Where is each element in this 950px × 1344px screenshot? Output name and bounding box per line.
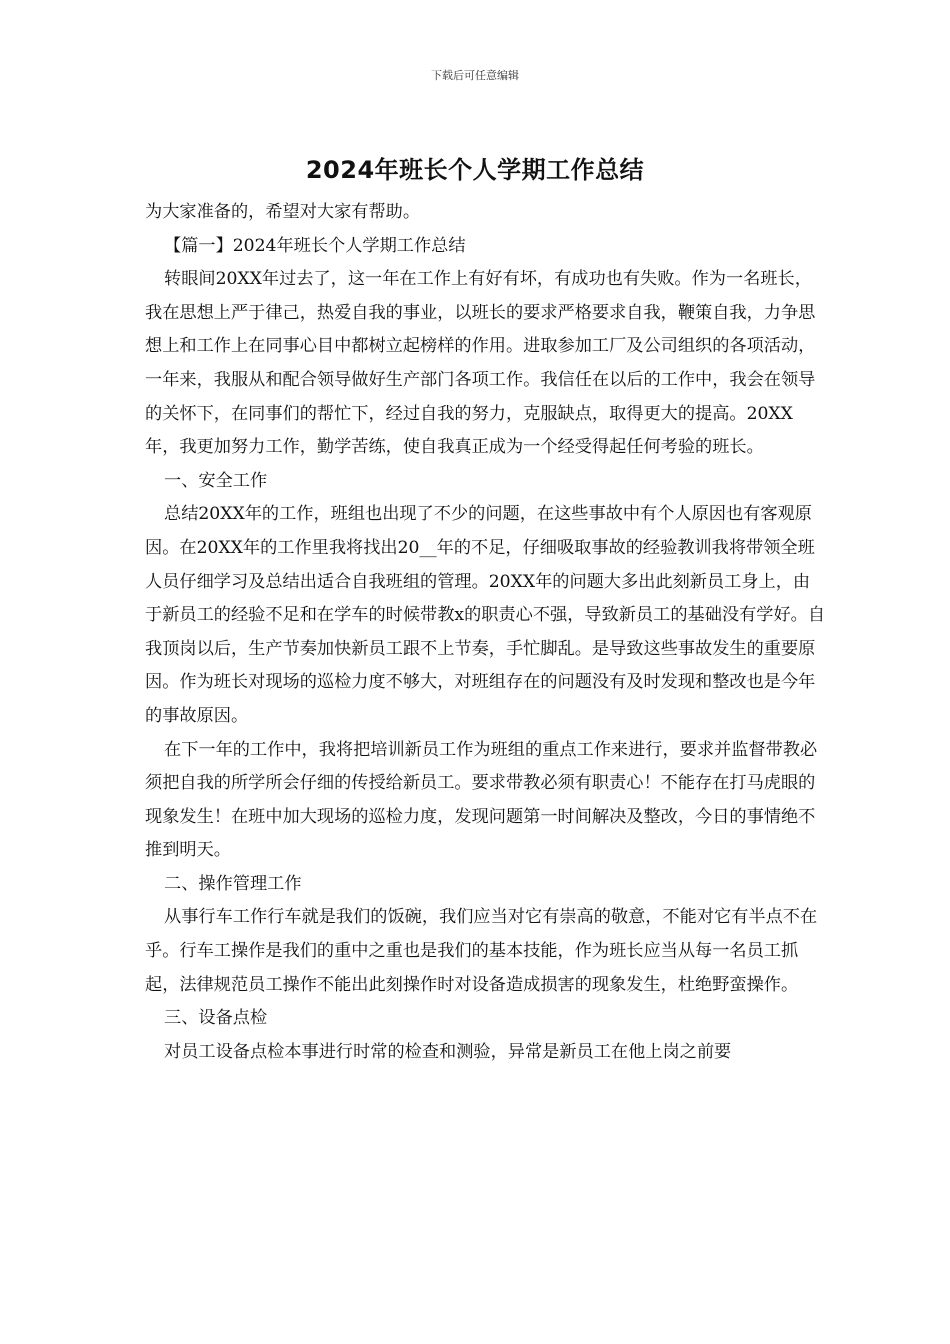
section-heading-safety: 一、安全工作	[164, 470, 268, 491]
page-header-note: 下载后可任意编辑	[431, 69, 519, 82]
section-heading-operation: 二、操作管理工作	[164, 873, 302, 894]
section-heading-part-one: 【篇一】2024年班长个人学期工作总结	[164, 235, 466, 256]
body-paragraph-safety: 总结20XX年的工作，班组也出现了不少的问题，在这些事故中有个人原因也有客观原因。在20XX年的工作里我将找出20__年的不足，仔细吸取事故的经验教训我将带领全班人员仔细学习及总结出适合自我班组的管理。20XX年的问题大多出此刻新员工身上，由于新员工的经验不足和在学车的时候带教x的职责心不强，导致新员工的基础没有学好。自我顶岗以后，生产节奏加快新员工跟不上节奏，手忙脚乱。是导致这些事故发生的重要原因。作为班长对现场的巡检力度不够大，对班组存在的问题没有及时发现和整改也是今年的事故原因。	[145, 504, 826, 726]
document-title: 2024年班长个人学期工作总结	[305, 156, 645, 184]
section-heading-inspection: 三、设备点检	[164, 1008, 268, 1029]
body-paragraph-inspection: 对员工设备点检本事进行时常的检查和测验，异常是新员工在他上岗之前要	[164, 1041, 732, 1062]
intro-paragraph: 为大家准备的，希望对大家有帮助。	[145, 202, 421, 222]
body-paragraph-overview: 转眼间20XX年过去了，这一年在工作上有好有坏，有成功也有失败。作为一名班长，我在思想上严于律己，热爱自我的事业，以班长的要求严格要求自我，鞭策自我，力争思想上和工作上在同事心目中都树立起榜样的作用。进取参加工厂及公司组织的各项活动，一年来，我服从和配合领导做好生产部门各项工作。我信任在以后的工作中，我会在领导的关怀下，在同事们的帮忙下，经过自我的努力，克服缺点，取得更大的提高。20XX年，我更加努力工作，勤学苦练，使自我真正成为一个经受得起任何考验的班长。	[145, 269, 816, 458]
body-paragraph-operation: 从事行车工作行车就是我们的饭碗，我们应当对它有崇高的敬意，不能对它有半点不在乎。行车工操作是我们的重中之重也是我们的基本技能，作为班长应当从每一名员工抓起，法律规范员工操作不能出此刻操作时对设备造成损害的现象发生，杜绝野蛮操作。	[145, 907, 818, 995]
document-body	[145, 196, 825, 1069]
body-paragraph-training-plan: 在下一年的工作中，我将把培训新员工作为班组的重点工作来进行，要求并监督带教必须把自我的所学所会仔细的传授给新员工。要求带教必须有职责心！不能存在打马虎眼的现象发生！在班中加大现场的巡检力度，发现问题第一时间解决及整改，今日的事情绝不推到明天。	[145, 739, 818, 861]
